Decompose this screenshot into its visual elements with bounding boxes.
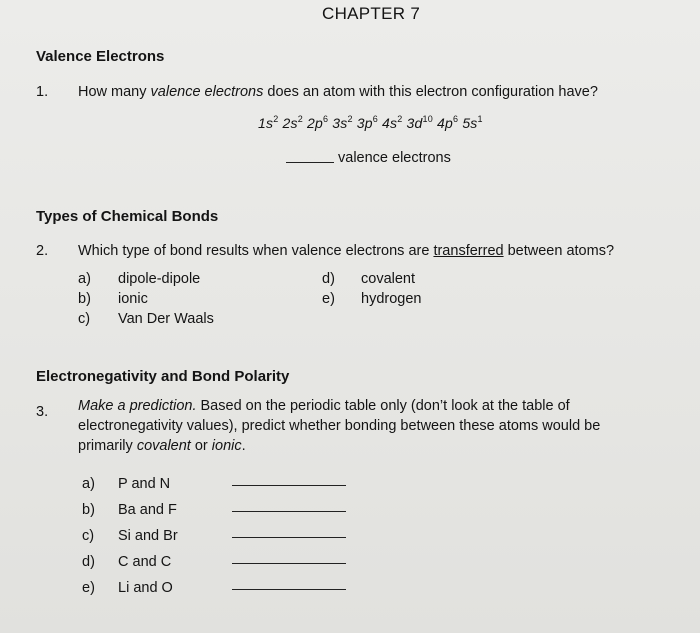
answer-line-1[interactable] <box>286 151 334 167</box>
pair-d-letter: d) <box>82 554 95 570</box>
electron-configuration: $1s^2$ $2s^2$ $2p^6$ $3s^2$ $3p^6$ $4s^2$ $3d^{10}$ $4p^6$ $5s^1$ <box>258 114 483 131</box>
valence-electrons-heading: Valence Electrons <box>36 48 165 65</box>
option-d-letter: d) <box>322 271 335 287</box>
option-e-letter: e) <box>322 291 335 307</box>
pair-e-answer-line[interactable] <box>232 589 346 590</box>
pair-b-answer-line[interactable] <box>232 511 346 512</box>
question-3-number: 3. <box>36 404 49 420</box>
pair-a-letter: a) <box>82 476 95 492</box>
option-d-text: covalent <box>361 271 416 287</box>
pair-b-letter: b) <box>82 502 95 518</box>
question-2-number: 2. <box>36 243 49 259</box>
pair-c-text: Si and Br <box>118 528 178 544</box>
option-c-letter: c) <box>78 311 91 327</box>
pair-d-text: C and C <box>118 554 172 570</box>
valence-electrons-label: valence electrons <box>338 150 451 166</box>
pair-a-answer-line[interactable] <box>232 485 346 486</box>
pair-c-letter: c) <box>82 528 95 544</box>
option-b-text: ionic <box>118 291 148 307</box>
pair-d-answer-line[interactable] <box>232 563 346 564</box>
option-e-text: hydrogen <box>361 291 422 307</box>
option-c-text: Van Der Waals <box>118 311 214 327</box>
question-3-line-2: electronegativity values), predict whether bonding between these atoms would be <box>78 418 601 434</box>
option-a-letter: a) <box>78 271 91 287</box>
pair-a-text: P and N <box>118 476 171 492</box>
chapter-title: CHAPTER 7 <box>322 4 421 23</box>
question-2-text: Which type of bond results when valence electrons are transferred between atoms? <box>78 243 615 259</box>
question-1-number: 1. <box>36 84 49 100</box>
pair-e-letter: e) <box>82 580 95 596</box>
option-a-text: dipole-dipole <box>118 271 201 287</box>
question-1-text: How many valence electrons does an atom with this electron configuration have? <box>78 84 598 100</box>
pair-e-text: Li and O <box>118 580 173 596</box>
types-of-bonds-heading: Types of Chemical Bonds <box>36 208 219 225</box>
pair-b-text: Ba and F <box>118 502 177 518</box>
question-3-line-1: Make a prediction. Based on the periodic table only (don’t look at the table of <box>78 398 570 414</box>
electronegativity-heading: Electronegativity and Bond Polarity <box>36 368 290 385</box>
pair-c-answer-line[interactable] <box>232 537 346 538</box>
question-3-line-3: primarily covalent or ionic. <box>78 438 246 454</box>
option-b-letter: b) <box>78 291 91 307</box>
